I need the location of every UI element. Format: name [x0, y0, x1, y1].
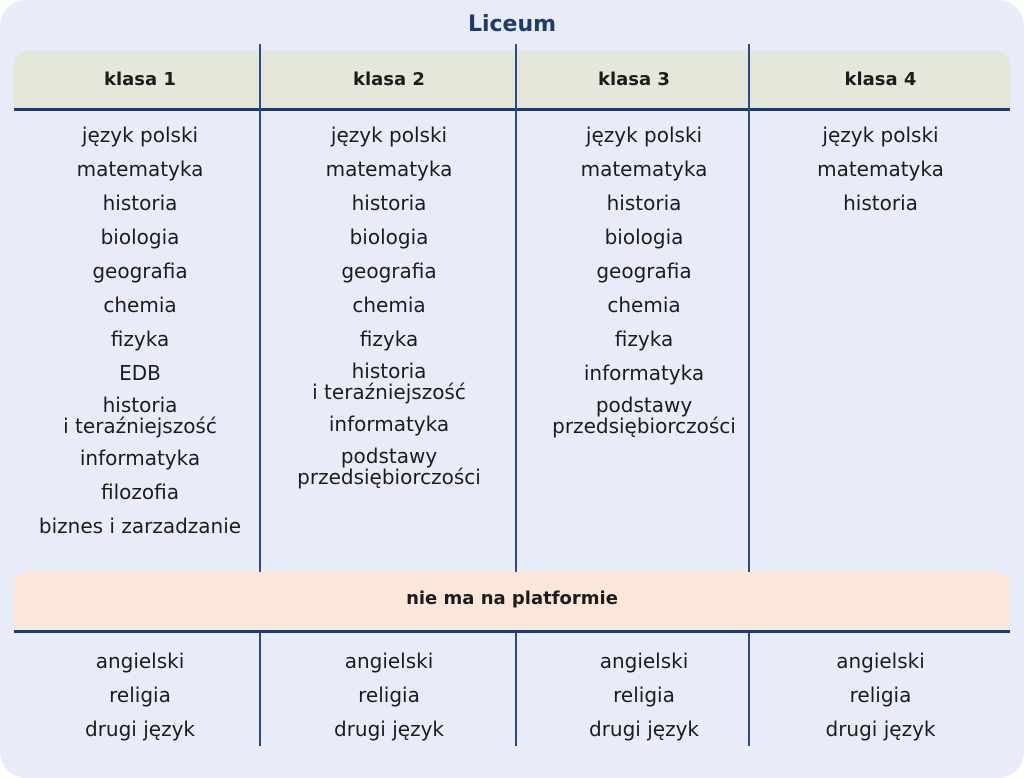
not-on-platform-item: drugi język — [85, 717, 195, 741]
not-on-platform-label: nie ma na platformie — [406, 588, 618, 609]
not-on-platform-list-klasa-3 — [518, 647, 770, 749]
subject-item: biologia — [100, 225, 180, 249]
page-title: Liceum — [467, 12, 557, 37]
not-on-platform-item: angielski — [344, 649, 434, 673]
subject-item: fizyka — [614, 327, 674, 351]
subject-item: filozofia — [101, 480, 179, 504]
not-on-platform-list-klasa-2 — [262, 647, 516, 749]
subject-item: EDB — [119, 361, 161, 385]
subject-list-klasa-2 — [262, 121, 516, 495]
subject-item: matematyka — [76, 157, 204, 181]
not-on-platform-item: drugi język — [334, 717, 444, 741]
subject-list-klasa-1 — [20, 121, 260, 546]
not-on-platform-list-klasa-4 — [751, 647, 1010, 749]
subject-item: podstawy przedsiębiorczości — [552, 393, 736, 438]
subject-item: matematyka — [325, 157, 453, 181]
header-divider — [14, 108, 1010, 111]
column-header-klasa-3: klasa 3 — [598, 69, 670, 90]
subject-item: język polski — [585, 123, 703, 147]
subject-item: geografia — [596, 259, 692, 283]
subject-item: biologia — [604, 225, 684, 249]
subject-item: matematyka — [580, 157, 708, 181]
subject-item: chemia — [352, 293, 426, 317]
subject-item: fizyka — [359, 327, 419, 351]
not-on-platform-item: angielski — [836, 649, 925, 673]
subject-item: matematyka — [817, 157, 944, 181]
subject-item: fizyka — [110, 327, 170, 351]
subject-item: informatyka — [583, 361, 705, 385]
not-on-platform-item: angielski — [95, 649, 185, 673]
not-on-platform-item: religia — [358, 683, 420, 707]
subject-item: podstawy przedsiębiorczości — [297, 444, 481, 489]
subject-item: geografia — [341, 259, 437, 283]
subject-item: język polski — [822, 123, 939, 147]
subject-list-klasa-3 — [518, 121, 770, 444]
subject-item: geografia — [92, 259, 188, 283]
subject-item: chemia — [103, 293, 177, 317]
subject-item: chemia — [607, 293, 681, 317]
section-divider — [14, 630, 1010, 633]
subject-item: informatyka — [328, 412, 450, 436]
column-header-klasa-4: klasa 4 — [844, 69, 917, 90]
subject-item: informatyka — [79, 446, 201, 470]
subject-item: biznes i zarzadzanie — [38, 514, 242, 538]
not-on-platform-list-klasa-1 — [20, 647, 260, 749]
subject-item: język polski — [330, 123, 448, 147]
not-on-platform-item: angielski — [599, 649, 689, 673]
subject-item: biologia — [349, 225, 429, 249]
subject-item: historia — [102, 191, 178, 215]
subject-item: historia — [351, 191, 427, 215]
subject-list-klasa-4 — [751, 121, 1010, 223]
subject-item: język polski — [81, 123, 199, 147]
column-header-klasa-2: klasa 2 — [353, 69, 425, 90]
not-on-platform-item: religia — [849, 683, 912, 707]
subject-item: historia — [843, 191, 918, 215]
not-on-platform-item: drugi język — [589, 717, 699, 741]
subject-item: historia i teraźniejszość — [312, 359, 466, 404]
not-on-platform-item: drugi język — [825, 717, 936, 741]
subject-item: historia i teraźniejszość — [63, 393, 217, 438]
column-header-klasa-1: klasa 1 — [104, 69, 176, 90]
subject-item: historia — [606, 191, 682, 215]
not-on-platform-item: religia — [613, 683, 675, 707]
not-on-platform-item: religia — [109, 683, 171, 707]
